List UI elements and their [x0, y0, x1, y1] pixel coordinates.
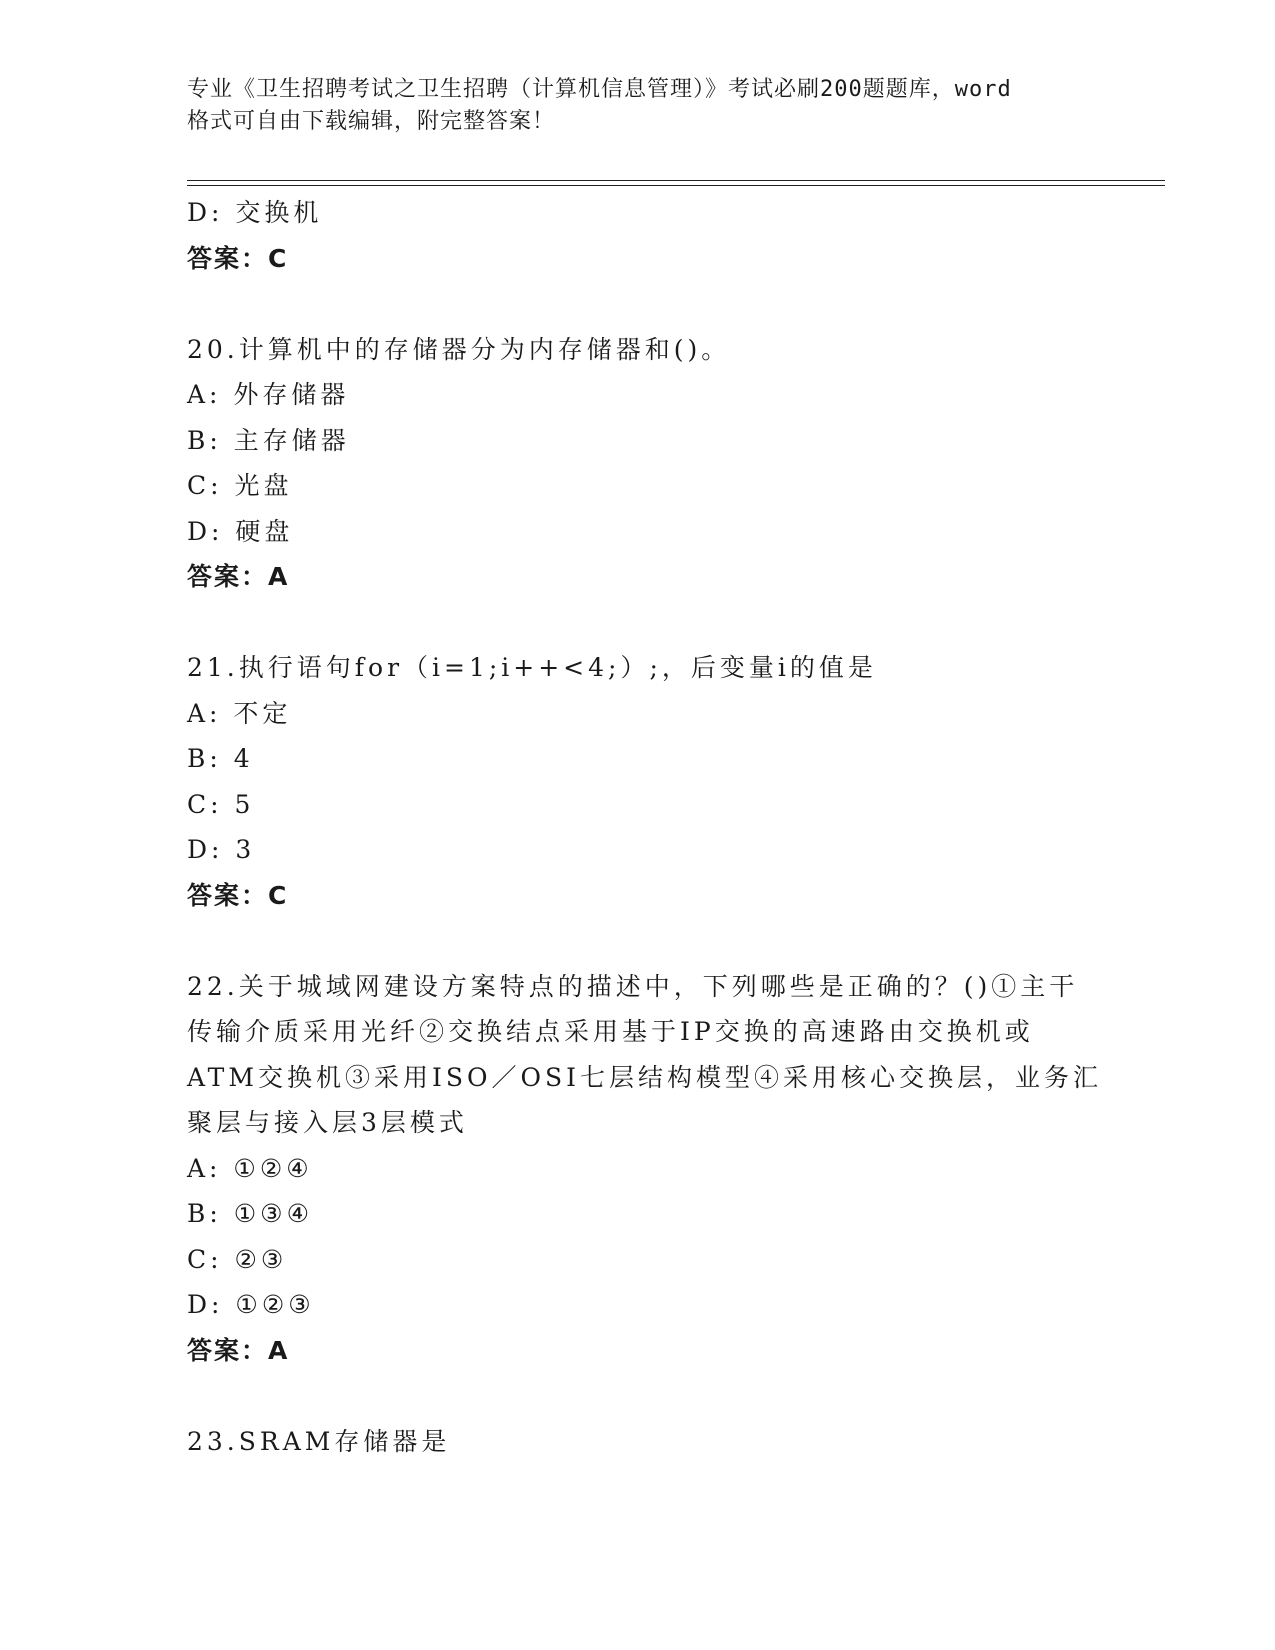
- option-d: D: 3: [187, 835, 256, 864]
- answer: 答案：A: [187, 562, 290, 591]
- option-d: D: ①②③: [187, 1290, 315, 1319]
- header-rule-bottom: [187, 185, 1165, 186]
- document-header: [187, 74, 1097, 138]
- question-stem-line-2: 传输介质采用光纤②交换结点采用基于IP交换的高速路由交换机或: [187, 1017, 1034, 1046]
- header-line-2: 格式可自由下载编辑，附完整答案！: [187, 109, 556, 134]
- spacer: [187, 1373, 1087, 1419]
- answer: 答案：C: [187, 880, 289, 910]
- option-b: B: 主存储器: [187, 425, 350, 455]
- question-content: [187, 190, 1102, 1464]
- question-23: [187, 1419, 1087, 1465]
- question-21: [187, 645, 1087, 918]
- option-c: C: 5: [187, 789, 255, 819]
- question-stem-line-4: 聚层与接入层3层模式: [187, 1108, 468, 1137]
- option-c: C: ②③: [187, 1244, 288, 1274]
- header-line-1: 专业《卫生招聘考试之卫生招聘（计算机信息管理）》考试必刷200题题库，word: [187, 77, 1012, 102]
- header-rule-top: [187, 180, 1165, 181]
- option-c: C: 光盘: [187, 471, 293, 500]
- option-a: A: 外存储器: [187, 380, 350, 409]
- spacer: [187, 918, 1087, 964]
- prev-option-d: D: 交换机: [187, 198, 323, 227]
- option-b: B: ①③④: [187, 1199, 313, 1228]
- option-a: A: ①②④: [187, 1153, 313, 1183]
- question-stem: 20.计算机中的存储器分为内存储器和()。: [187, 334, 731, 364]
- question-20: [187, 327, 1087, 600]
- option-a: A: 不定: [187, 698, 292, 728]
- spacer: [187, 600, 1087, 646]
- option-b: B: 4: [187, 744, 254, 773]
- prev-answer: 答案：C: [187, 243, 289, 273]
- question-stem-line-3: ATM交换机③采用ISO／OSI七层结构模型④采用核心交换层，业务汇: [187, 1062, 1102, 1092]
- question-stem-line-1: 22.关于城域网建设方案特点的描述中，下列哪些是正确的？()①主干: [187, 971, 1079, 1001]
- spacer: [187, 281, 1087, 327]
- answer: 答案：A: [187, 1335, 290, 1365]
- question-stem: 21.执行语句for（i=1;i++<4;）;，后变量i的值是: [187, 653, 877, 682]
- question-22: [187, 964, 1102, 1374]
- question-stem: 23.SRAM存储器是: [187, 1426, 451, 1456]
- option-d: D: 硬盘: [187, 516, 294, 546]
